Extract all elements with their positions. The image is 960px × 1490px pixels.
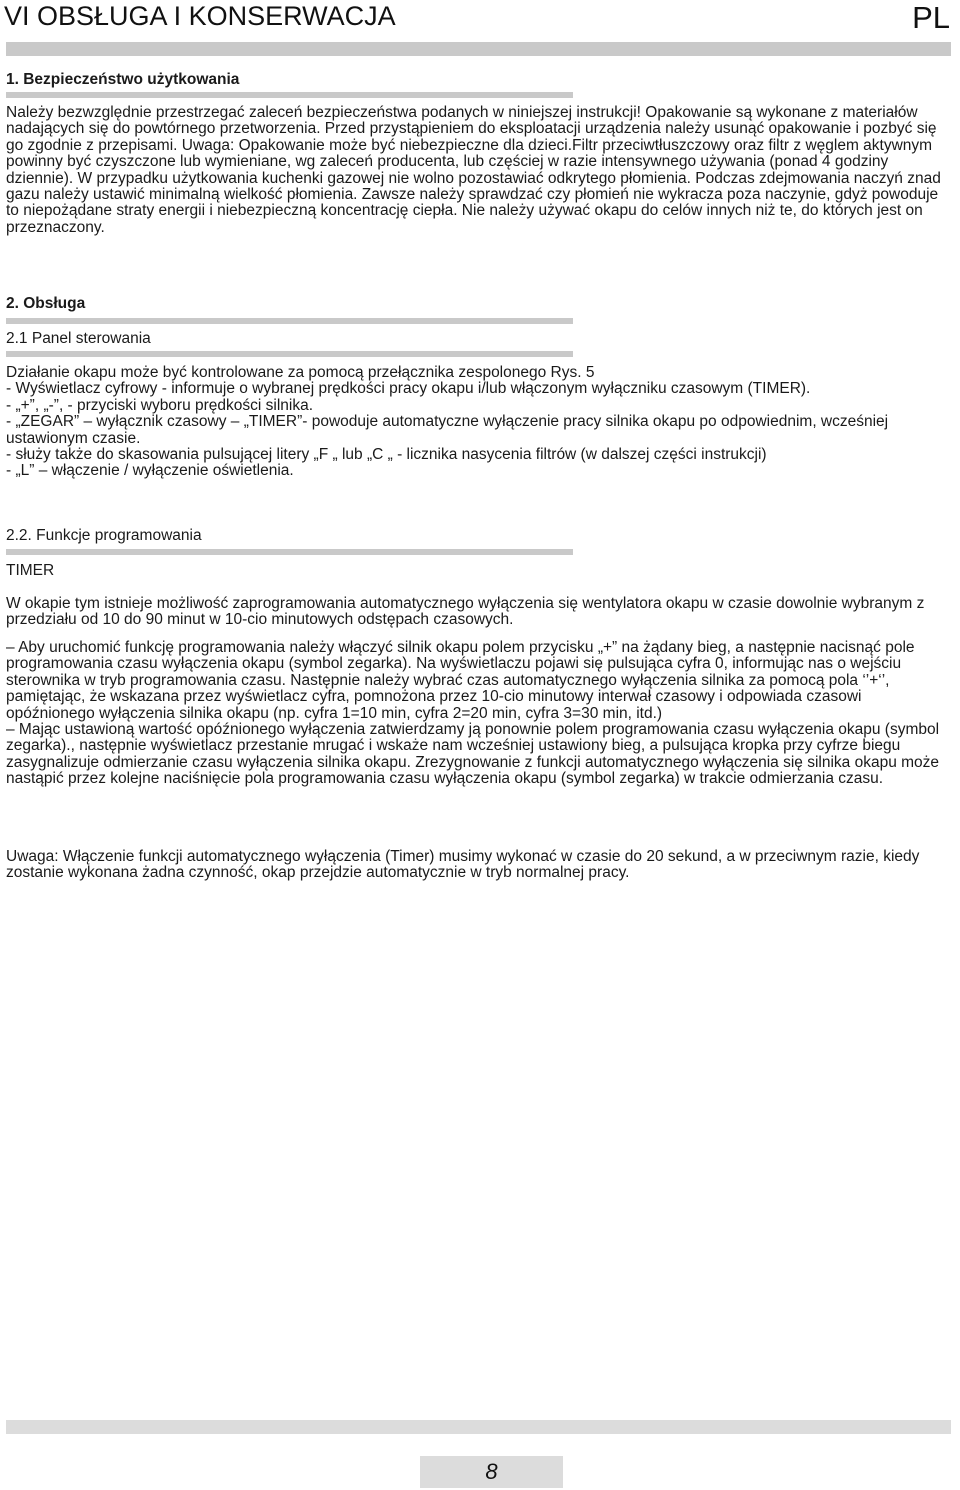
section-2-heading: 2. Obsługa bbox=[6, 295, 86, 312]
section-1-text bbox=[6, 105, 951, 236]
timer-note-text: Uwaga: Włączenie funkcji automatycznego wyłączenia (Timer) musimy wykonać w czasie do 20 sekund, a w przeciwnym razie, kiedy zostanie wykonana żadna czynność, okap przejdzie automatycznie w tryb normalnej pracy. bbox=[6, 848, 920, 882]
section-1-paragraph: Należy bezwzględnie przestrzegać zaleceń bezpieczeństwa podanych w niniejszej instrukcji! Opakowanie są wykonane z materiałów nadających się do powtórnego przetworzenia. Przed przystąpieniem do eksploatacji urządzenia należy usunąć opakowanie i pozbyć się go zgodnie z przepisami. Uwaga: Opakowanie może być niebezpieczne dla dzieci.Filtr przeciwtłuszczowy oraz filtr z węglem aktywnym powinny być czyszczone lub wymieniane, wg zaleceń producenta, lub częściej w razie intensywnego używania (ponad 4 godziny dziennie). W przypadku użytkowania kuchenki gazowej nie wolno pozostawiać odkrytego płomienia. Podczas zdejmowania naczyń znad gazu należy ustawić minimalną wielkość płomienia. Zawsze należy sprawdzać czy płomień nie wykracza poza naczynie, gdyż powoduje to niepożądane straty energii i niebezpieczną koncentrację ciepła. Nie należy używać okapu do celów innych niż te, do których jest on przeznaczony. bbox=[6, 104, 941, 236]
timer-text: – Aby uruchomić funkcję programowania należy włączyć silnik okapu polem przycisku „+” na żądany bieg, a następnie nacisnąć pole programowania czasu wyłączenia okapu (symbol zegarka). Na wyświetlaczu pojawi się pulsująca cyfra 0, informując nas o wejściu sterownika w tryb programowania czasu. Następnie należy wybrać czas automatycznego wyłączenia silnika za pomocą pola ‘’+‘’, pamiętając, że wskazana przez wyświetlacz cyfra, pomnożona przez 10-cio minutowy interwał czasowy i odpowiada czasowi opóźnionego wyłączenia silnika okapu (np. cyfra 1=10 min, cyfra 2=20 min, cyfra 3=30 min, itd.) bbox=[6, 639, 915, 722]
page-number: 8 bbox=[420, 1456, 563, 1488]
control-panel-line: - Wyświetlacz cyfrowy - informuje o wybranej prędkości pracy okapu i/lub włączonym wyłączniku czasowym (TIMER). bbox=[6, 380, 811, 398]
timer-note bbox=[6, 849, 951, 882]
timer-subheading: TIMER bbox=[6, 562, 55, 579]
control-panel-line: - „L” – włączenie / wyłączenie oświetlenia. bbox=[6, 462, 294, 480]
control-panel-line: - „+”, „-”, - przyciski wyboru prędkości silnika. bbox=[6, 396, 314, 414]
footer-divider-bar bbox=[6, 1420, 951, 1434]
section-2-1-heading: 2.1 Panel sterowania bbox=[6, 330, 151, 347]
section-2-2-divider bbox=[6, 549, 573, 555]
page-header-title: VI OBSŁUGA I KONSERWACJA bbox=[4, 1, 396, 31]
timer-paragraph-1 bbox=[6, 596, 951, 629]
section-1-divider bbox=[6, 92, 573, 98]
page-header-language: PL bbox=[912, 0, 950, 35]
section-2-divider bbox=[6, 318, 573, 324]
section-2-1-text bbox=[6, 365, 951, 480]
control-panel-line: Działanie okapu może być kontrolowane za pomocą przełącznika zespolonego Rys. 5 bbox=[6, 364, 595, 381]
header-divider-bar bbox=[6, 42, 951, 56]
section-2-2-heading: 2.2. Funkcje programowania bbox=[6, 527, 202, 544]
timer-text: – Mając ustawioną wartość opóźnionego wyłączenia zatwierdzamy ją ponownie polem programowania czasu wyłączenia okapu (symbol zegarka)., następnie wyświetlacz przestanie mrugać i wskaże nam wcześniej ustawiony bieg, a pulsująca kropka przy cyfrze biegu zasygnalizuje odmierzanie czasu wyłączenia silnika okapu. Zrezygnowanie z funkcji automatycznego wyłączenia się silnika okapu może nastąpić przez kolejne naciśnięcie pola programowania czasu wyłączenia okapu (symbol zegarka) w trakcie odmierzania czasu. bbox=[6, 721, 940, 788]
timer-text: W okapie tym istnieje możliwość zaprogramowania automatycznego wyłączenia się wentylatora okapu w czasie dowolnie wybranym z przedziału od 10 do 90 minut w 10-cio minutowych odstępach czasowych. bbox=[6, 595, 925, 629]
control-panel-line: - „ZEGAR” – wyłącznik czasowy – „TIMER”- powoduje automatyczne wyłączenie pracy silnika okapu po odpowiednim, wcześniej ustawionym czasie. bbox=[6, 413, 889, 447]
section-1-heading: 1. Bezpieczeństwo użytkowania bbox=[6, 71, 240, 88]
timer-paragraph-2 bbox=[6, 640, 951, 788]
section-2-1-divider bbox=[6, 351, 573, 357]
control-panel-line: - służy także do skasowania pulsującej litery „F „ lub „C „ - licznika nasycenia filtrów (w dalszej części instrukcji) bbox=[6, 446, 767, 464]
